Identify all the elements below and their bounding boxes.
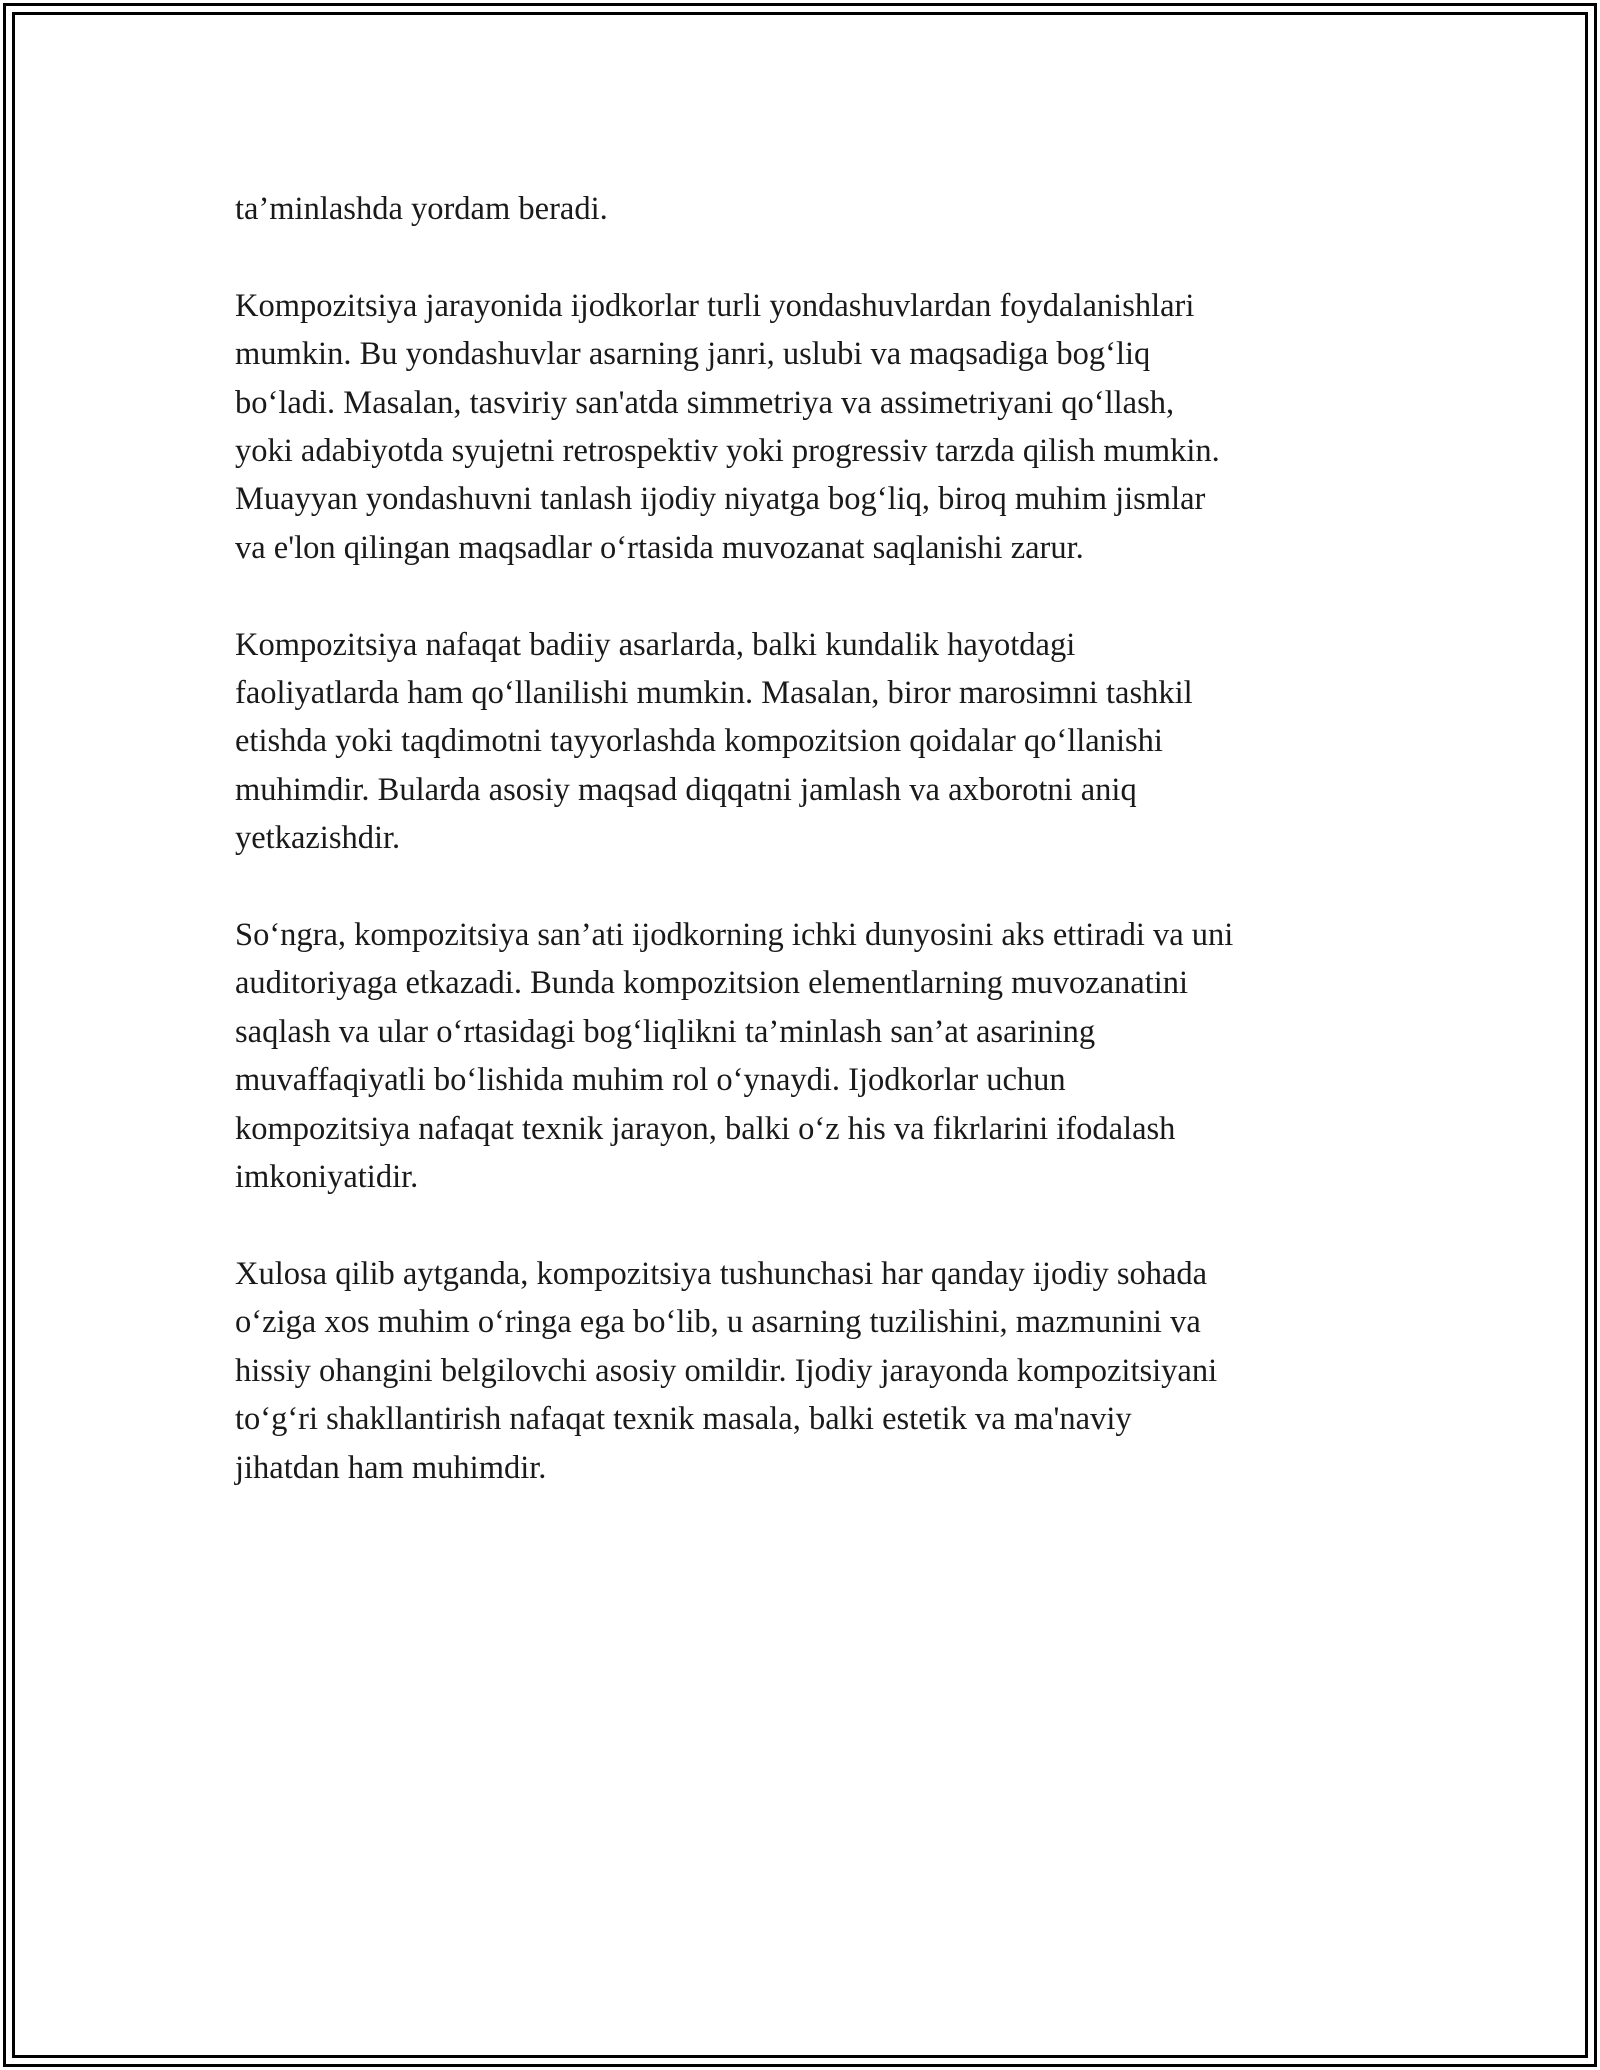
paragraph-5: Xulosa qilib aytganda, kompozitsiya tushunchasi har qanday ijodiy sohada o‘ziga xos muhim o‘ringa ega bo‘lib, u asarning tuzilishini, mazmunini va hissiy ohangini belgilovchi asosiy omildir. Ijodiy jarayonda kompozitsiyani to‘g‘ri shakllantirish nafaqat texnik masala, balki estetik va ma'naviy jihatdan ham muhimdir.: [235, 1255, 1218, 1486]
paragraph-1: ta’minlashda yordam beradi.: [235, 191, 608, 227]
paragraph-4: So‘ngra, kompozitsiya san’ati ijodkorning ichki dunyosini aks ettiradi va uni auditoriyaga etkazadi. Bunda kompozitsion elementlarning muvozanatini saqlash va ular o‘rtasidagi bog‘liqlikni ta’minlash san’at asarining muvaffaqiyatli bo‘lishida muhim rol o‘ynaydi. Ijodkorlar uchun kompozitsiya nafaqat texnik jarayon, balki o‘z his va fikrlarini ifodalash imkoniyatidir.: [235, 917, 1234, 1196]
document-body: [235, 185, 1370, 1540]
paragraph-2: Kompozitsiya jarayonida ijodkorlar turli yondashuvlardan foydalanishlari mumkin. Bu yondashuvlar asarning janri, uslubi va maqsadiga bog‘liq bo‘ladi. Masalan, tasviriy san'atda simmetriya va assimetriyani qo‘llash, yoki adabiyotda syujetni retrospektiv yoki progressiv tarzda qilish mumkin. Muayyan yondashuvni tanlash ijodiy niyatga bog‘liq, biroq muhim jismlar va e'lon qilingan maqsadlar o‘rtasida muvozanat saqlanishi zarur.: [235, 287, 1220, 566]
paragraph-3: Kompozitsiya nafaqat badiiy asarlarda, balki kundalik hayotdagi faoliyatlarda ham qo‘llanilishi mumkin. Masalan, biror marosimni tashkil etishda yoki taqdimotni tayyorlashda kompozitsion qoidalar qo‘llanishi muhimdir. Bularda asosiy maqsad diqqatni jamlash va axborotni aniq yetkazishdir.: [235, 626, 1193, 857]
